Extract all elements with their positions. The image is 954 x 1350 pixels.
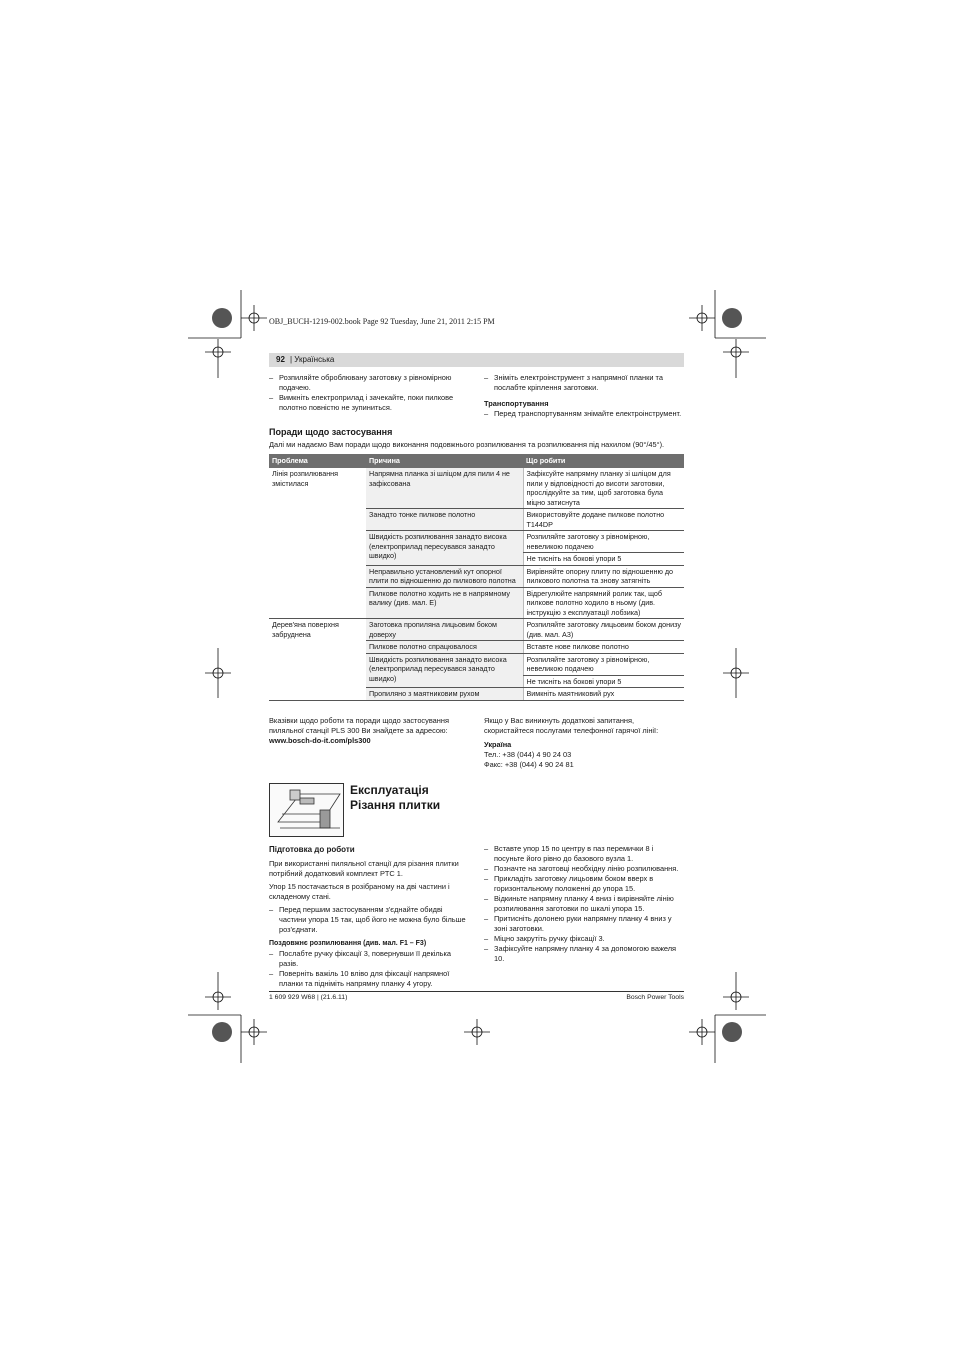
- info-right: Якщо у Вас виникнуть додаткові запитання, скористайтеся послугами телефонної гарячої лінії: Україна Тел.: +38 (044) 4 90 24 03 Факс: +38 (044) 4 90 24 81: [484, 716, 684, 770]
- section-title-tile-cutting: Різання плитки: [350, 798, 441, 812]
- list-item: – Поверніть важіль 10 вліво для фіксації напрямної планки та підніміть напрямну планку 4 угору.: [269, 969, 450, 988]
- right-steps: [484, 844, 684, 964]
- info-left: Вказівки щодо роботи та поради щодо застосування пиляльної станції PLS 300 Ви знайдете за адресою: www.bosch-do-it.com/pls300: [269, 716, 469, 746]
- support-url-link[interactable]: www.bosch-do-it.com/pls300: [269, 736, 371, 745]
- list-item: – Позначте на заготовці необхідну лінію розпилювання.: [484, 864, 679, 873]
- table-row: Занадто тонке пилкове полотно Використовуйте додане пилкове полотно T144DP: [269, 509, 684, 531]
- list-item: – Прикладіть заготовку лицьовим боком вверх в горизонтальному положенні до упора 15.: [484, 874, 654, 893]
- footer-brand: Bosch Power Tools: [626, 994, 684, 1001]
- table-row: Швидкість розпилювання занадто висока (електроприлад пересувався занадто швидко) Розпиляйте заготовку з рівномірною, невеликою подачею: [269, 531, 684, 553]
- list-item: – Перед першим застосуванням з'єднайте обидві частини упора 15 так, щоб його не можна було більше роз'єднати.: [269, 905, 466, 934]
- list-item: – Розпиляйте оброблювану заготовку з рівномірною подачею.: [269, 373, 452, 392]
- page-number: 92: [276, 355, 285, 364]
- left-top-list: [269, 373, 469, 413]
- language-label: | Українська: [290, 355, 335, 364]
- tips-title: Поради щодо застосування: [269, 427, 393, 437]
- col-header-cause: Причина: [366, 454, 523, 468]
- list-item: – Міцно закрутіть ручку фіксації 3.: [484, 934, 605, 943]
- tips-table: [269, 454, 684, 701]
- right-top-list: [484, 373, 684, 419]
- list-item: – Послабте ручку фіксації 3, повернувши її декілька разів.: [269, 949, 452, 968]
- footer-divider: [269, 991, 684, 992]
- tips-intro: Далі ми надаємо Вам поради щодо виконання подовжнього розпилювання та розпилювання під нахилом (90°/45°).: [269, 440, 665, 449]
- longitudinal-cut-title: Поздовжнє розпилювання (див. мал. F1 – F3): [269, 940, 427, 947]
- file-info: OBJ_BUCH-1219-002.book Page 92 Tuesday, June 21, 2011 2:15 PM: [269, 317, 495, 326]
- prep-title: Підготовка до роботи: [269, 845, 355, 854]
- col-header-fix: Що робити: [523, 454, 684, 468]
- table-row: Дерев'яна поверхня забруднена Заготовка пропиляна лицьовим боком доверху Розпиляйте заготовку лицьовим боком донизу (див. мал. A3): [269, 619, 684, 641]
- table-row: Швидкість розпилювання занадто висока (електроприлад пересувався занадто швидко) Розпиляйте заготовку з рівномірною, невеликою подачею: [269, 653, 684, 675]
- list-item: – Зніміть електроінструмент з напрямної планки та послабте кріплення заготовки.: [484, 373, 663, 392]
- table-row: Лінія розпилювання змістилася Напрямна планка зі шліцом для пили 4 не зафіксована Зафіксуйте напрямну планку зі шліцом для пили у відповідності до висоти заготовки, прослідкуйте за тим, щоб заготовка була міцно затиснута: [269, 468, 684, 509]
- list-item: – Перед транспортуванням знімайте електроінструмент.: [484, 409, 682, 418]
- list-item: – Вставте упор 15 по центру в паз перемички 8 і посуньте його рівно до базового вузла 1.: [484, 844, 654, 863]
- section-title-operation: Експлуатація: [350, 783, 429, 797]
- list-item: – Притисніть долонею руки напрямну планку 4 вниз у зоні заготовки.: [484, 914, 672, 933]
- col-header-problem: Проблема: [269, 454, 366, 468]
- table-row: Пилкове полотно спрацювалося Вставте нове пилкове полотно: [269, 641, 684, 654]
- prep-section: Підготовка до роботи При використанні пиляльної станції для різання плитки потрібний додатковий комплект PTC 1. Упор 15 постачається в розібраному на дві частини і складеному стані. – Перед першим застосуванням з'єднайте обидві частини упора 15 так, щоб його не можна було більше роз'єднати. Поздовжнє розпилювання (див. мал. F1 – F3) – Послабте ручку фіксації 3, повернувши її декілька разів. – Поверніть важіль 10 вліво для фіксації напрямної планки та підніміть напрямну планку 4 угору.: [269, 844, 469, 989]
- footer-doc-number: 1 609 929 W68 | (21.6.11): [269, 994, 348, 1001]
- table-row: Пропиляно з маятниковим рухом Вимкніть маятниковий рух: [269, 688, 684, 701]
- phone-number: Тел.: +38 (044) 4 90 24 03: [484, 750, 572, 759]
- list-item: – Вимкніть електроприлад і зачекайте, поки пилкове полотно повністю не зупиниться.: [269, 393, 454, 412]
- page-header: [269, 353, 684, 367]
- list-item: – Відкиньте напрямну планку 4 вниз і вирівняйте лінію розпилювання заготовки по шкалі упора 15.: [484, 894, 674, 913]
- country-label: Україна: [484, 740, 512, 749]
- tile-cutting-illustration-icon: [269, 783, 344, 837]
- table-row: Неправильно установлений кут опорної плити по відношенню до пилкового полотна Вирівняйте опорну плиту по відношенню до пилкового полотна та знову затягніть: [269, 565, 684, 587]
- list-item: – Зафіксуйте напрямну планку 4 за допомогою важеля 10.: [484, 944, 677, 963]
- table-row: Не тисніть на бокові упори 5: [269, 675, 684, 688]
- table-row: Не тисніть на бокові упори 5: [269, 553, 684, 566]
- table-row: Пилкове полотно ходить не в напрямному валику (див. мал. E) Відрегулюйте напрямний ролик так, щоб пилкове полотно ходило в ньому (див. інструкцію з експлуатації лобзика): [269, 587, 684, 619]
- fax-number: Факс: +38 (044) 4 90 24 81: [484, 760, 574, 769]
- transport-title: Транспортування: [484, 399, 549, 408]
